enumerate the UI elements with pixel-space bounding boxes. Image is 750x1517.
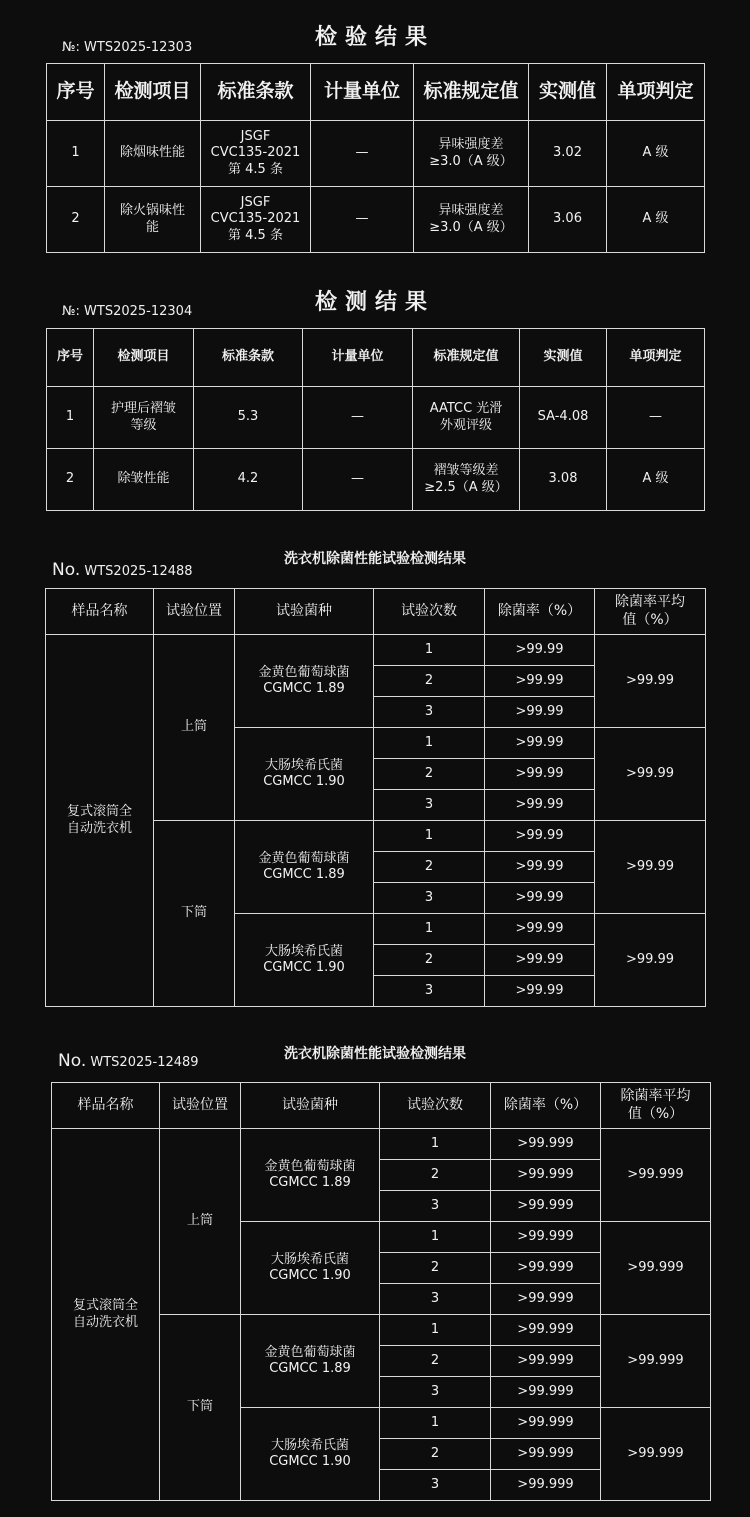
table-row [46,635,706,666]
report4-number-prefix: No. [58,1051,87,1071]
cell-average: >99.999 [601,1408,711,1501]
table-header-row [52,1083,711,1129]
cell-run: 1 [380,1222,491,1253]
report3-number-prefix: No. [52,560,81,580]
table-row [47,387,705,449]
cell-rate: >99.999 [491,1408,601,1439]
cell-no: 1 [47,121,105,187]
cell-rate: >99.999 [491,1470,601,1501]
cell-average: >99.999 [601,1222,711,1315]
cell-standard: JSGF CVC135-2021 第 4.5 条 [201,187,311,253]
cell-rate: >99.99 [485,666,595,697]
cell-run: 1 [380,1129,491,1160]
report4-table [51,1082,711,1501]
cell-judge: A 级 [607,187,705,253]
cell-strain: 金黄色葡萄球菌 CGMCC 1.89 [235,821,374,914]
report4-number [58,1051,199,1071]
report1-table [46,63,705,253]
cell-rate: >99.99 [485,883,595,914]
cell-rate: >99.99 [485,790,595,821]
cell-judge: — [607,387,705,449]
cell-no: 2 [47,187,105,253]
cell-rate: >99.99 [485,728,595,759]
cell-rate: >99.999 [491,1315,601,1346]
cell-position: 上筒 [154,635,235,821]
cell-average: >99.999 [601,1129,711,1222]
cell-rate: >99.999 [491,1191,601,1222]
cell-run: 3 [380,1191,491,1222]
table-header-row [47,64,705,121]
cell-no: 2 [47,449,94,511]
cell-item: 除皱性能 [94,449,194,511]
header-cell: 标准条款 [201,64,311,121]
cell-value: 3.06 [529,187,607,253]
cell-run: 3 [374,790,485,821]
cell-unit: — [311,187,414,253]
cell-value: 3.08 [520,449,607,511]
cell-run: 3 [380,1377,491,1408]
cell-rate: >99.99 [485,976,595,1007]
cell-run: 1 [374,635,485,666]
header-cell: 试验位置 [160,1083,241,1129]
header-cell: 样品名称 [46,589,154,635]
header-cell: 试验菌种 [241,1083,380,1129]
table-row [47,121,705,187]
header-cell: 除菌率（%） [491,1083,601,1129]
cell-unit: — [303,449,413,511]
cell-rate: >99.99 [485,821,595,852]
table-row [52,1129,711,1160]
cell-average: >99.99 [595,821,706,914]
cell-unit: — [311,121,414,187]
report1-title: 检验结果 [314,25,435,50]
header-cell: 计量单位 [303,329,413,387]
cell-run: 2 [374,852,485,883]
cell-judge: A 级 [607,121,705,187]
cell-spec: 异味强度差 ≥3.0（A 级） [414,121,529,187]
header-cell: 样品名称 [52,1083,160,1129]
header-cell: 除菌率（%） [485,589,595,635]
cell-rate: >99.999 [491,1377,601,1408]
cell-strain: 金黄色葡萄球菌 CGMCC 1.89 [241,1129,380,1222]
report2-table [46,328,705,511]
cell-standard: JSGF CVC135-2021 第 4.5 条 [201,121,311,187]
cell-run: 1 [374,821,485,852]
header-cell: 序号 [47,64,105,121]
header-cell: 序号 [47,329,94,387]
cell-run: 3 [374,697,485,728]
cell-rate: >99.999 [491,1439,601,1470]
report2-title: 检测结果 [314,290,435,315]
table-row [47,449,705,511]
header-cell: 实测值 [529,64,607,121]
report4-title: 洗衣机除菌性能试验检测结果 [284,1046,466,1062]
cell-spec: 褶皱等级差 ≥2.5（A 级） [413,449,520,511]
cell-standard: 4.2 [194,449,303,511]
cell-item: 护理后褶皱 等级 [94,387,194,449]
cell-sample-name: 复式滚筒全 自动洗衣机 [46,635,154,1007]
cell-rate: >99.99 [485,945,595,976]
header-cell: 实测值 [520,329,607,387]
header-cell: 除菌率平均 值（%） [595,589,706,635]
cell-run: 2 [374,666,485,697]
table-header-row [47,329,705,387]
cell-run: 2 [374,759,485,790]
cell-rate: >99.99 [485,697,595,728]
header-cell: 标准条款 [194,329,303,387]
cell-run: 1 [380,1408,491,1439]
report3-table [45,588,706,1007]
cell-position: 下筒 [160,1315,241,1501]
cell-average: >99.99 [595,914,706,1007]
cell-position: 上筒 [160,1129,241,1315]
cell-rate: >99.99 [485,914,595,945]
header-cell: 试验菌种 [235,589,374,635]
cell-strain: 大肠埃希氏菌 CGMCC 1.90 [235,914,374,1007]
cell-rate: >99.99 [485,852,595,883]
cell-run: 3 [374,883,485,914]
cell-average: >99.999 [601,1315,711,1408]
cell-strain: 金黄色葡萄球菌 CGMCC 1.89 [241,1315,380,1408]
cell-spec: 异味强度差 ≥3.0（A 级） [414,187,529,253]
report1-number: №: WTS2025-12303 [62,40,193,55]
cell-run: 1 [374,728,485,759]
cell-unit: — [303,387,413,449]
cell-spec: AATCC 光滑 外观评级 [413,387,520,449]
cell-strain: 金黄色葡萄球菌 CGMCC 1.89 [235,635,374,728]
header-cell: 试验位置 [154,589,235,635]
cell-rate: >99.999 [491,1253,601,1284]
cell-rate: >99.999 [491,1160,601,1191]
header-cell: 试验次数 [374,589,485,635]
cell-rate: >99.999 [491,1129,601,1160]
cell-strain: 大肠埃希氏菌 CGMCC 1.90 [235,728,374,821]
header-cell: 单项判定 [607,64,705,121]
cell-rate: >99.999 [491,1222,601,1253]
report3-title: 洗衣机除菌性能试验检测结果 [284,551,466,567]
cell-run: 2 [380,1160,491,1191]
report3-number [52,560,193,580]
cell-rate: >99.99 [485,635,595,666]
report4-number-value: WTS2025-12489 [90,1055,199,1070]
report3-number-value: WTS2025-12488 [84,564,193,579]
cell-run: 2 [380,1253,491,1284]
header-cell: 检测项目 [105,64,201,121]
header-cell: 标准规定值 [414,64,529,121]
cell-run: 2 [380,1439,491,1470]
table-header-row [46,589,706,635]
cell-no: 1 [47,387,94,449]
cell-average: >99.99 [595,635,706,728]
cell-rate: >99.999 [491,1346,601,1377]
cell-run: 1 [374,914,485,945]
header-cell: 检测项目 [94,329,194,387]
cell-position: 下筒 [154,821,235,1007]
header-cell: 计量单位 [311,64,414,121]
cell-rate: >99.99 [485,759,595,790]
cell-standard: 5.3 [194,387,303,449]
cell-strain: 大肠埃希氏菌 CGMCC 1.90 [241,1222,380,1315]
header-cell: 除菌率平均 值（%） [601,1083,711,1129]
cell-run: 2 [374,945,485,976]
cell-run: 3 [374,976,485,1007]
cell-item: 除火锅味性 能 [105,187,201,253]
cell-strain: 大肠埃希氏菌 CGMCC 1.90 [241,1408,380,1501]
cell-average: >99.99 [595,728,706,821]
cell-item: 除烟味性能 [105,121,201,187]
cell-value: SA-4.08 [520,387,607,449]
header-cell: 试验次数 [380,1083,491,1129]
cell-value: 3.02 [529,121,607,187]
cell-run: 2 [380,1346,491,1377]
cell-run: 1 [380,1315,491,1346]
cell-run: 3 [380,1284,491,1315]
header-cell: 单项判定 [607,329,705,387]
cell-judge: A 级 [607,449,705,511]
table-row [47,187,705,253]
cell-rate: >99.999 [491,1284,601,1315]
header-cell: 标准规定值 [413,329,520,387]
cell-run: 3 [380,1470,491,1501]
cell-sample-name: 复式滚筒全 自动洗衣机 [52,1129,160,1501]
report2-number: №: WTS2025-12304 [62,304,193,319]
